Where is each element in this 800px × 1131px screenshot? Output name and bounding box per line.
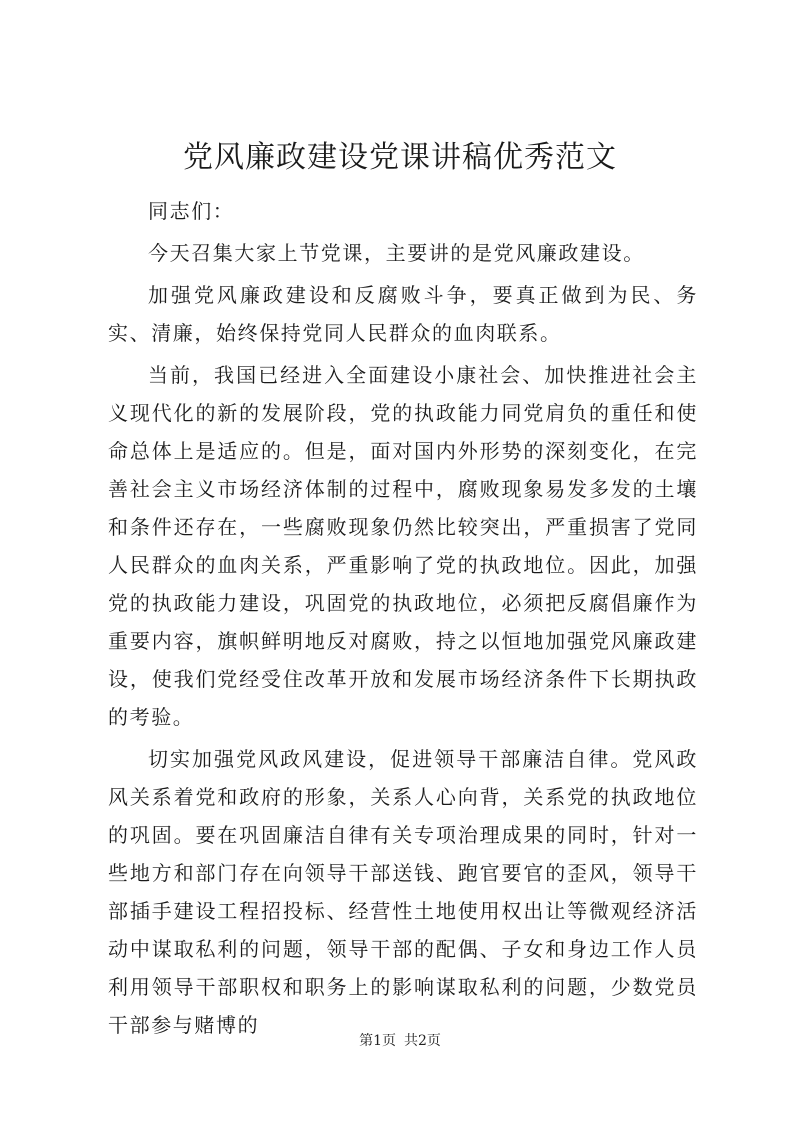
paragraph-principle: 加强党风廉政建设和反腐败斗争，要真正做到为民、务实、清廉，始终保持党同人民群众的血肉联系。: [108, 283, 698, 345]
paragraph-greeting: 同志们：: [148, 199, 235, 223]
page-footer: [0, 1031, 800, 1051]
page-number-total: 共2页: [404, 1033, 441, 1049]
document-title: 党风廉政建设党课讲稿优秀范文: [183, 140, 617, 175]
document-body: [108, 188, 698, 1044]
page-number-current: 第1页: [359, 1033, 396, 1049]
paragraph-current-situation: 当前，我国已经进入全面建设小康社会、加快推进社会主义现代化的新的发展阶段，党的执政能力同党肩负的重任和使命总体上是适应的。但是，面对国内外形势的深刻变化，在完善社会主义市场经济体制的过程中，腐败现象易发多发的土壤和条件还存在，一些腐败现象仍然比较突出，严重损害了党同人民群众的血肉关系，严重影响了党的执政地位。因此，加强党的执政能力建设，巩固党的执政地位，必须把反腐倡廉作为重要内容，旗帜鲜明地反对腐败，持之以恒地加强党风廉政建设，使我们党经受住改革开放和发展市场经济条件下长期执政的考验。: [108, 363, 698, 729]
paragraph-intro: 今天召集大家上节党课，主要讲的是党风廉政建设。: [148, 241, 645, 265]
paragraph-style-construction: 切实加强党风政风建设，促进领导干部廉洁自律。党风政风关系着党和政府的形象，关系人心向背，关系党的执政地位的巩固。要在巩固廉洁自律有关专项治理成果的同时，针对一些地方和部门存在向领导干部送钱、跑官要官的歪风，领导干部插手建设工程招投标、经营性土地使用权出让等微观经济活动中谋取私利的问题，领导干部的配偶、子女和身边工作人员利用领导干部职权和职务上的影响谋取私利的问题，少数党员干部参与赌博的: [108, 747, 698, 1037]
